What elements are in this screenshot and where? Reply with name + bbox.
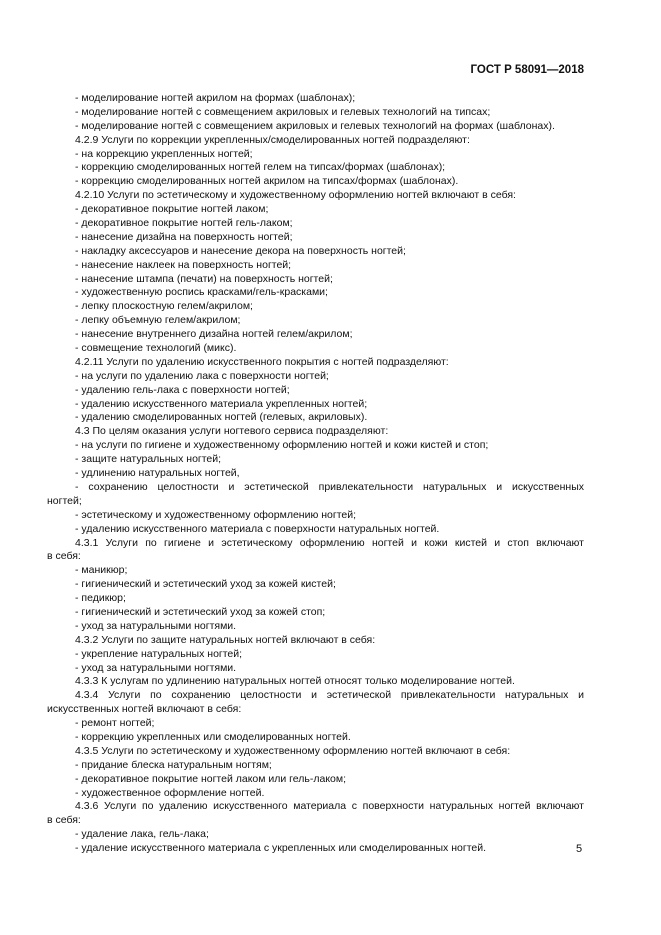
text-line: 4.2.10 Услуги по эстетическому и художественному оформлению ногтей включают в себя: <box>75 189 516 202</box>
text-line: - нанесение внутреннего дизайна ногтей гелем/акрилом; <box>75 328 353 341</box>
text-line: - нанесение штампа (печати) на поверхность ногтей; <box>75 272 333 285</box>
text-line: искусственных ногтей включают в себя: <box>47 703 242 716</box>
text-line: - моделирование ногтей акрилом на формах (шаблонах); <box>75 92 356 104</box>
text-line: - нанесение дизайна на поверхность ногтей; <box>75 230 293 243</box>
text-line: - педикюр; <box>75 592 126 605</box>
text-line: - удаление искусственного материала с укрепленных или смоделированных ногтей. <box>75 842 487 855</box>
document-header: ГОСТ Р 58091—2018 <box>470 64 584 76</box>
text-line: - удалению искусственного материала укрепленных ногтей; <box>75 397 368 410</box>
text-line: - на услуги по гигиене и художественному оформлению ногтей и кожи кистей и стоп; <box>75 439 489 452</box>
text-line: 4.3 По целям оказания услуги ногтевого сервиса подразделяют: <box>75 425 389 438</box>
text-line: - ремонт ногтей; <box>75 717 155 730</box>
text-line: в себя: <box>47 550 81 563</box>
text-line: - на услуги по удалению лака с поверхности ногтей; <box>75 369 329 382</box>
text-line: - защите натуральных ногтей; <box>75 453 222 466</box>
text-line: - декоративное покрытие ногтей гель-лаком; <box>75 217 293 230</box>
text-line: - лепку плоскостную гелем/акрилом; <box>75 300 253 313</box>
text-line: 4.3.1 Услуги по гигиене и эстетическому оформлению ногтей и кожи кистей и стоп включают <box>75 536 584 549</box>
text-line: - маникюр; <box>75 564 128 577</box>
text-line: - лепку объемную гелем/акрилом; <box>75 314 241 327</box>
text-line: - коррекцию смоделированных ногтей гелем на типсах/формах (шаблонах); <box>75 161 446 174</box>
text-line: - уход за натуральными ногтями. <box>75 661 237 674</box>
text-line: - накладку аксессуаров и нанесение декора на поверхность ногтей; <box>75 244 406 257</box>
text-line: - художественное оформление ногтей. <box>75 786 265 799</box>
text-line: в себя: <box>47 814 81 827</box>
text-line: - художественную роспись красками/гель-красками; <box>75 286 328 299</box>
text-line: - удалению искусственного материала с поверхности натуральных ногтей. <box>75 522 440 535</box>
text-line: - гигиенический и эстетический уход за кожей стоп; <box>75 605 326 618</box>
text-line: - совмещение технологий (микс). <box>75 342 237 355</box>
text-line: 4.3.2 Услуги по защите натуральных ногтей включают в себя: <box>75 633 376 646</box>
text-line: 4.3.6 Услуги по удалению искусственного материала с поверхности натуральных ногтей включают <box>75 800 584 813</box>
text-line: - удаление лака, гель-лака; <box>75 828 209 841</box>
text-line: - на коррекцию укрепленных ногтей; <box>75 147 253 160</box>
text-line: - декоративное покрытие ногтей лаком; <box>75 203 269 216</box>
text-line: - сохранению целостности и эстетической привлекательности натуральных и искусственных <box>75 480 584 493</box>
text-line: - моделирование ногтей с совмещением акриловых и гелевых технологий на формах (шаблонах). <box>75 119 555 132</box>
document-body <box>47 92 584 856</box>
text-line: - эстетическому и художественному оформлению ногтей; <box>75 508 357 521</box>
text-line: - укрепление натуральных ногтей; <box>75 647 243 660</box>
text-line: - удалению смоделированных ногтей (гелевых, акриловых). <box>75 411 368 424</box>
text-line: 4.3.3 К услугам по удлинению натуральных ногтей относят только моделирование ногтей. <box>75 675 515 688</box>
page-number: 5 <box>576 843 583 855</box>
text-line: 4.3.4 Услуги по сохранению целостности и эстетической привлекательности натуральных и <box>75 689 584 702</box>
text-line: - коррекцию укрепленных или смоделированных ногтей. <box>75 730 351 743</box>
text-line: - гигиенический и эстетический уход за кожей кистей; <box>75 578 336 591</box>
text-line: - уход за натуральными ногтями. <box>75 619 237 632</box>
text-line: - моделирование ногтей с совмещением акриловых и гелевых технологий на типсах; <box>75 105 491 118</box>
text-line: ногтей; <box>47 494 82 507</box>
text-line: 4.2.11 Услуги по удалению искусственного покрытия с ногтей подразделяют: <box>75 355 449 368</box>
text-line: - придание блеска натуральным ногтям; <box>75 758 272 771</box>
text-line: - удлинению натуральных ногтей, <box>75 467 240 480</box>
text-line: - нанесение наклеек на поверхность ногтей; <box>75 258 292 271</box>
text-line: 4.2.9 Услуги по коррекции укрепленных/смоделированных ногтей подразделяют: <box>75 133 470 146</box>
text-line: - декоративное покрытие ногтей лаком или гель-лаком; <box>75 772 347 785</box>
text-line: - коррекцию смоделированных ногтей акрилом на типсах/формах (шаблонах). <box>75 175 459 188</box>
text-line: 4.3.5 Услуги по эстетическому и художественному оформлению ногтей включают в себя: <box>75 744 511 757</box>
text-line: - удалению гель-лака с поверхности ногтей; <box>75 383 290 396</box>
